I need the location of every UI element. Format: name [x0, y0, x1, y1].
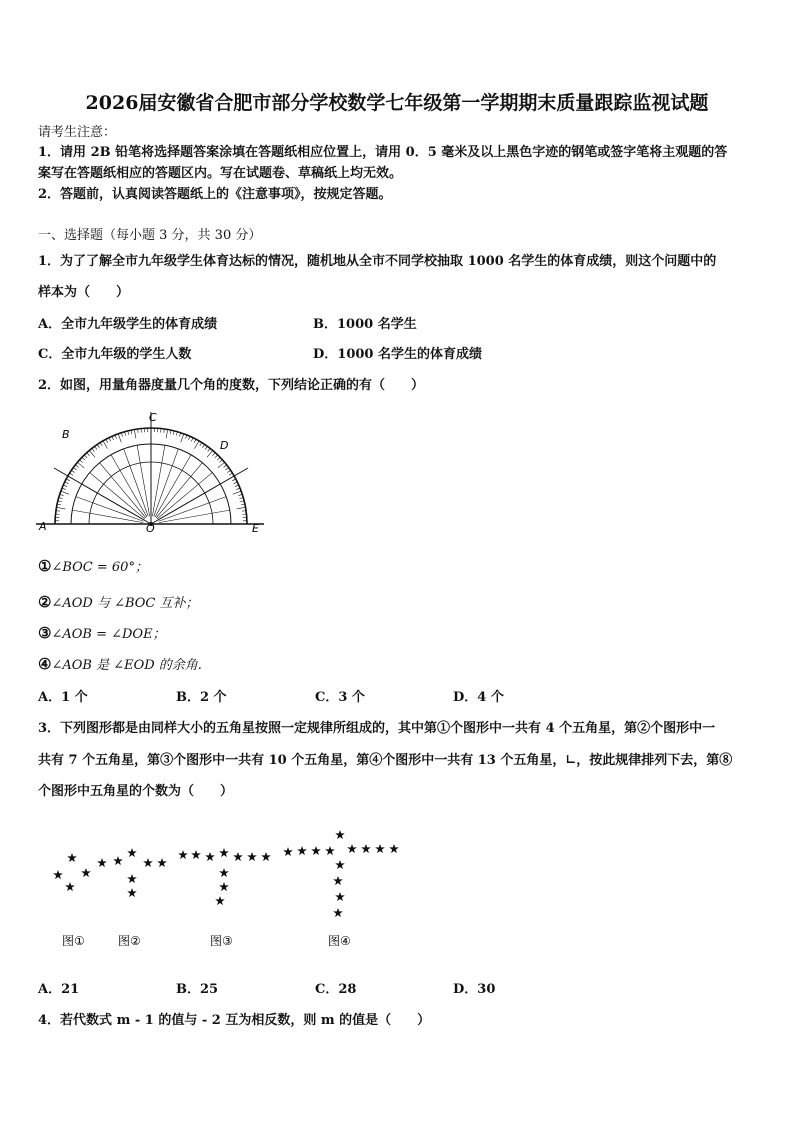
q2-option-c: C．3 个 — [315, 690, 365, 705]
q3-option-a: A．21 — [38, 982, 80, 997]
q2-statement-1 — [38, 556, 148, 575]
scale-tick — [87, 453, 90, 456]
scale-tick — [215, 455, 218, 458]
star-pattern-figure — [40, 825, 420, 955]
q2-option-b: B．2 个 — [176, 690, 227, 705]
scale-tick — [208, 448, 210, 451]
scale-tick — [134, 429, 136, 438]
scale-tick — [213, 453, 216, 456]
scale-tick — [181, 434, 184, 442]
scale-tick — [92, 448, 94, 451]
star-icon — [219, 868, 229, 877]
scale-tick — [80, 460, 83, 463]
q2-statement-1-num: ① — [38, 557, 52, 575]
fig-label-3: 图③ — [210, 934, 233, 948]
q2-statement-4-text: ∠AOB 是 ∠EOD 的余角. — [51, 658, 202, 673]
star-icon — [127, 874, 137, 883]
fig-label-1: 图① — [62, 934, 85, 948]
fig-label-2: 图② — [118, 934, 141, 948]
star-icon — [67, 853, 77, 862]
q1-option-d: D．1000 名学生的体育成绩 — [313, 347, 482, 362]
star-icon — [335, 830, 345, 839]
scale-tick — [188, 436, 190, 440]
star-icon — [361, 844, 371, 853]
scale-tick — [202, 444, 204, 447]
star-icon — [389, 844, 399, 853]
label-b: B — [62, 428, 70, 441]
radial-line — [159, 510, 230, 523]
radial-line — [137, 445, 150, 516]
scale-tick — [234, 482, 238, 484]
star-icon — [53, 870, 63, 879]
star-icon — [113, 856, 123, 865]
scale-tick — [232, 479, 236, 481]
radial-line — [152, 445, 165, 516]
scale-tick — [205, 446, 207, 449]
q3-stem-line-2: 共有 7 个五角星，第③个图形中一共有 10 个五角星，第④个图形中一共有 13 个五角星，∟，按此规律排列下去，第⑧ — [38, 753, 733, 768]
star-icon — [333, 876, 343, 885]
q4-stem: 4．若代数式 m - 1 的值与 - 2 互为相反数，则 m 的值是（ ） — [38, 1013, 431, 1028]
star-icon — [143, 858, 153, 867]
q2-statement-1-text: ∠BOC = 60°； — [51, 560, 148, 575]
q1-stem-line-2: 样本为（ ） — [38, 285, 130, 300]
q2-stem: 2．如图，用量角器度量几个角的度数，下列结论正确的有（ ） — [38, 378, 425, 393]
label-e: E — [252, 522, 259, 535]
star-icon — [157, 858, 167, 867]
q2-statement-2 — [38, 592, 199, 611]
star-icon — [219, 848, 229, 857]
scale-tick — [100, 443, 102, 446]
q2-statement-3-text: ∠AOB = ∠DOE； — [51, 627, 166, 642]
notice-line-2: 案写在答题纸相应的答题区内。写在试题卷、草稿纸上均无效。 — [38, 166, 403, 181]
scale-tick — [217, 457, 220, 460]
star-icon — [335, 860, 345, 869]
star-icon — [97, 858, 107, 867]
star-icon — [233, 852, 243, 861]
scale-tick — [118, 434, 121, 442]
star-icon — [261, 852, 271, 861]
q2-option-a: A．1 个 — [38, 690, 88, 705]
q1-stem-line-1: 1．为了了解全市九年级学生体育达标的情况，随机地从全市不同学校抽取 1000 名学生的体育成绩，则这个问题中的 — [38, 254, 717, 269]
scale-tick — [112, 436, 114, 440]
star-icon — [325, 846, 335, 855]
scale-tick — [109, 438, 111, 442]
label-o: O — [146, 522, 155, 535]
scale-tick — [106, 439, 108, 443]
scale-tick — [227, 470, 230, 472]
q2-statement-3-num: ③ — [38, 624, 52, 642]
q2-statement-2-text: ∠AOD 与 ∠BOC 互补； — [51, 596, 199, 611]
star-icon — [283, 847, 293, 856]
star-icon — [65, 882, 75, 891]
q2-statement-3 — [38, 623, 166, 642]
section-heading: 一、选择题（每小题 3 分，共 30 分） — [38, 228, 262, 243]
scale-tick — [73, 468, 76, 470]
scale-tick — [103, 441, 108, 449]
star-icon — [247, 852, 257, 861]
scale-tick — [166, 429, 168, 438]
scale-tick — [191, 438, 193, 442]
star-icon — [311, 846, 321, 855]
star-icon — [375, 844, 385, 853]
star-group — [53, 830, 399, 917]
star-icon — [127, 848, 137, 857]
star-icon — [81, 868, 91, 877]
scale-tick — [66, 479, 70, 481]
q3-option-b: B．25 — [176, 982, 219, 997]
q1-option-b: B．1000 名学生 — [313, 317, 417, 332]
scale-tick — [82, 457, 85, 460]
star-icon — [178, 850, 188, 859]
scale-tick — [223, 465, 226, 467]
notice-line-3: 2．答题前，认真阅读答题纸上的《注意事项》，按规定答题。 — [38, 187, 392, 202]
scale-tick — [233, 491, 241, 494]
scale-tick — [229, 473, 232, 475]
q3-option-d: D．30 — [453, 982, 496, 997]
scale-tick — [225, 468, 228, 470]
q2-statement-4-num: ④ — [38, 655, 52, 673]
protractor-figure — [36, 408, 266, 538]
star-icon — [335, 892, 345, 901]
scale-tick — [97, 444, 99, 447]
scale-tick — [61, 491, 69, 494]
label-c: C — [149, 411, 157, 424]
scale-tick — [75, 465, 78, 467]
q3-stem-line-3: 个图形中五角星的个数为（ ） — [38, 784, 234, 799]
scale-tick — [70, 473, 73, 475]
star-icon — [219, 882, 229, 891]
scale-tick — [56, 507, 65, 509]
scale-tick — [65, 482, 69, 484]
notice-line-1: 1．请用 2B 铅笔将选择题答案涂填在答题纸相应位置上，请用 0．5 毫米及以上黑色字迹的钢笔或签字笔将主观题的答 — [38, 145, 728, 160]
radial-line — [72, 510, 143, 523]
q1-option-c: C．全市九年级的学生人数 — [38, 347, 192, 362]
label-a: A — [39, 520, 47, 533]
star-icon — [215, 896, 225, 905]
scale-tick — [63, 485, 67, 487]
scale-tick — [195, 441, 200, 449]
scale-tick — [200, 443, 202, 446]
q2-statement-4 — [38, 654, 202, 673]
star-icon — [205, 852, 215, 861]
q2-statement-2-num: ② — [38, 593, 52, 611]
scale-tick — [219, 460, 222, 463]
scale-tick — [95, 446, 97, 449]
star-icon — [333, 908, 343, 917]
scale-tick — [235, 485, 239, 487]
q2-option-d: D．4 个 — [453, 690, 504, 705]
protractor-drawing — [36, 412, 264, 526]
star-icon — [127, 888, 137, 897]
scale-tick — [237, 507, 246, 509]
scale-tick — [194, 439, 196, 443]
page-title: 2026届安徽省合肥市部分学校数学七年级第一学期期末质量跟踪监视试题 — [85, 92, 709, 114]
star-icon — [191, 850, 201, 859]
q3-stem-line-1: 3．下列图形都是由同样大小的五角星按照一定规律所组成的，其中第①个图形中一共有 4 个五角星，第②个图形中一 — [38, 721, 716, 736]
star-icon — [347, 844, 357, 853]
fig-label-4: 图④ — [328, 934, 351, 948]
notice-heading: 请考生注意： — [38, 125, 117, 140]
q1-option-a: A．全市九年级学生的体育成绩 — [38, 317, 218, 332]
label-d: D — [220, 439, 229, 452]
scale-tick — [84, 455, 87, 458]
q3-option-c: C．28 — [315, 982, 357, 997]
star-icon — [297, 846, 307, 855]
scale-tick — [71, 470, 74, 472]
